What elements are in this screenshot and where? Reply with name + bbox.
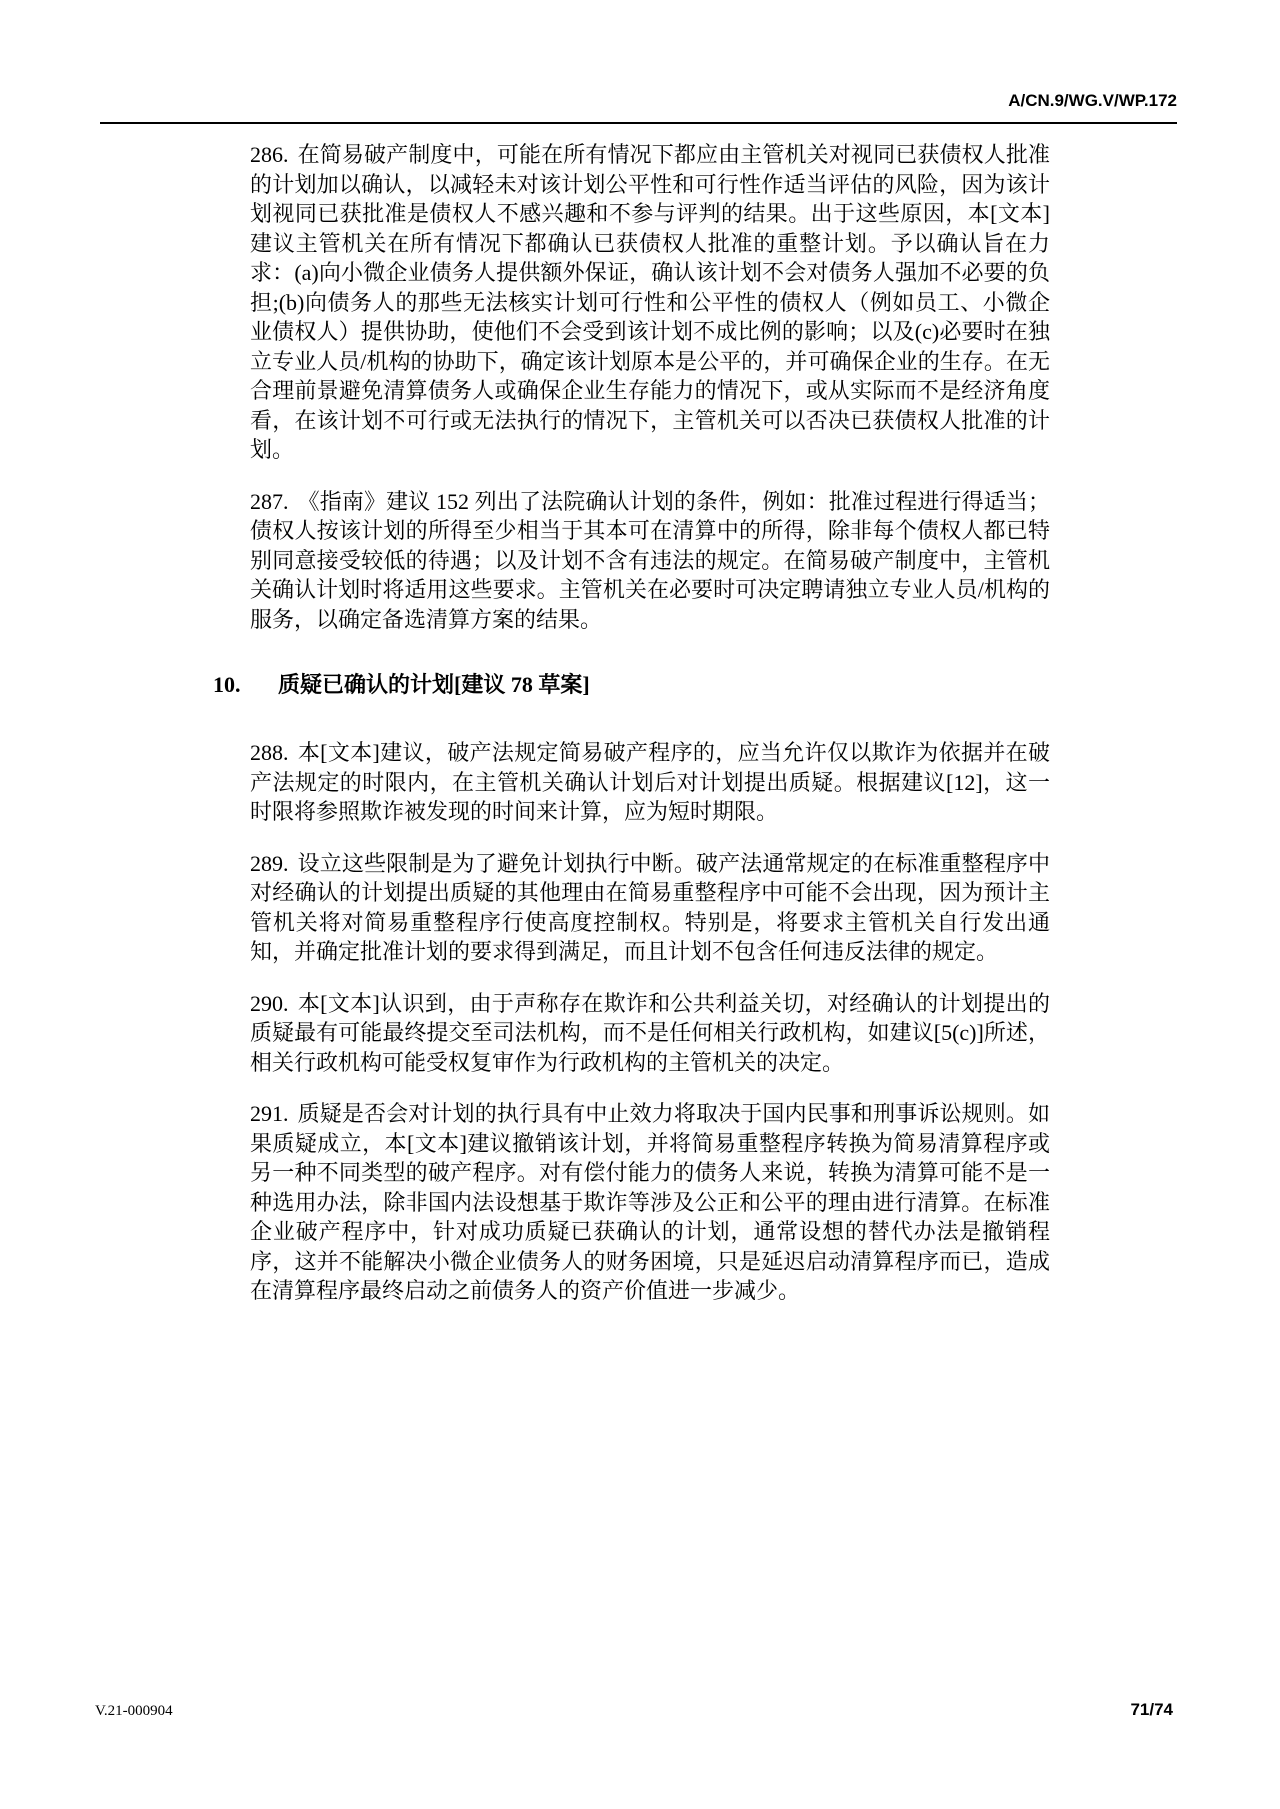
paragraph-text: 《指南》建议 152 列出了法院确认计划的条件，例如：批准过程进行得适当；债权人按该计划的所得至少相当于其本可在清算中的所得，除非每个债权人都已特别同意接受较低的待遇；以及计划不含有违法的规定。在简易破产制度中，主管机关确认计划时将适用这些要求。主管机关在必要时可决定聘请独立专业人员/机构的服务，以确定备选清算方案的结果。	[250, 488, 1050, 632]
paragraph-number: 289.	[250, 850, 289, 876]
paragraph-text: 设立这些限制是为了避免计划执行中断。破产法通常规定的在标准重整程序中对经确认的计划提出质疑的其他理由在简易重整程序中可能不会出现，因为预计主管机关将对简易重整程序行使高度控制权。特别是，将要求主管机关自行发出通知，并确定批准计划的要求得到满足，而且计划不包含任何违反法律的规定。	[250, 850, 1050, 964]
paragraph-number: 291.	[250, 1101, 289, 1126]
paragraph-number: 288.	[250, 740, 289, 765]
paragraph-287	[250, 487, 1050, 635]
document-symbol: A/CN.9/WG.V/WP.172	[1008, 91, 1177, 110]
paragraph-286	[250, 140, 1050, 465]
paragraph-289	[250, 849, 1050, 967]
paragraph-text: 质疑是否会对计划的执行具有中止效力将取决于国内民事和刑事诉讼规则。如果质疑成立，本[文本]建议撤销该计划，并将简易重整程序转换为简易清算程序或另一种不同类型的破产程序。对有偿付能力的债务人来说，转换为清算可能不是一种选用办法，除非国内法设想基于欺诈等涉及公正和公平的理由进行清算。在标准企业破产程序中，针对成功质疑已获确认的计划，通常设想的替代办法是撤销程序，这并不能解决小微企业债务人的财务困境，只是延迟启动清算程序而已，造成在清算程序最终启动之前债务人的资产价值进一步减少。	[250, 1101, 1050, 1303]
paragraph-text: 本[文本]建议，破产法规定简易破产程序的，应当允许仅以欺诈为依据并在破产法规定的时限内，在主管机关确认计划后对计划提出质疑。根据建议[12]，这一时限将参照欺诈被发现的时间来计算，应为短时期限。	[250, 740, 1050, 824]
paragraph-291	[250, 1099, 1050, 1306]
page-header	[100, 90, 1177, 124]
paragraph-text: 本[文本]认识到，由于声称存在欺诈和公共利益关切，对经确认的计划提出的质疑最有可能最终提交至司法机构，而不是任何相关行政机构，如建议[5(c)]所述，相关行政机构可能受权复审作为行政机构的主管机关的决定。	[250, 990, 1050, 1075]
section-title: 质疑已确认的计划[建议 78 草案]	[278, 672, 590, 697]
paragraph-number: 287.	[250, 488, 289, 514]
paragraph-number: 286.	[250, 142, 289, 167]
section-number: 10.	[213, 672, 241, 697]
document-body	[213, 140, 1050, 1328]
paragraph-290	[250, 989, 1050, 1078]
paragraph-number: 290.	[250, 990, 289, 1016]
document-id: V.21-000904	[95, 1703, 173, 1719]
page-footer	[95, 1700, 1173, 1720]
paragraph-text: 在简易破产制度中，可能在所有情况下都应由主管机关对视同已获债权人批准的计划加以确认，以减轻未对该计划公平性和可行性作适当评估的风险，因为该计划视同已获批准是债权人不感兴趣和不参与评判的结果。出于这些原因，本[文本]建议主管机关在所有情况下都确认已获债权人批准的重整计划。予以确认旨在力求：(a)向小微企业债务人提供额外保证，确认该计划不会对债务人强加不必要的负担;(b)向债务人的那些无法核实计划可行性和公平性的债权人（例如员工、小微企业债权人）提供协助，使他们不会受到该计划不成比例的影响；以及(c)必要时在独立专业人员/机构的协助下，确定该计划原本是公平的，并可确保企业的生存。在无合理前景避免清算债务人或确保企业生存能力的情况下，或从实际而不是经济角度看，在该计划不可行或无法执行的情况下，主管机关可以否决已获债权人批准的计划。	[250, 142, 1050, 462]
paragraph-288	[250, 738, 1050, 827]
page-number: 71/74	[1130, 1700, 1173, 1719]
section-heading	[213, 670, 1050, 700]
